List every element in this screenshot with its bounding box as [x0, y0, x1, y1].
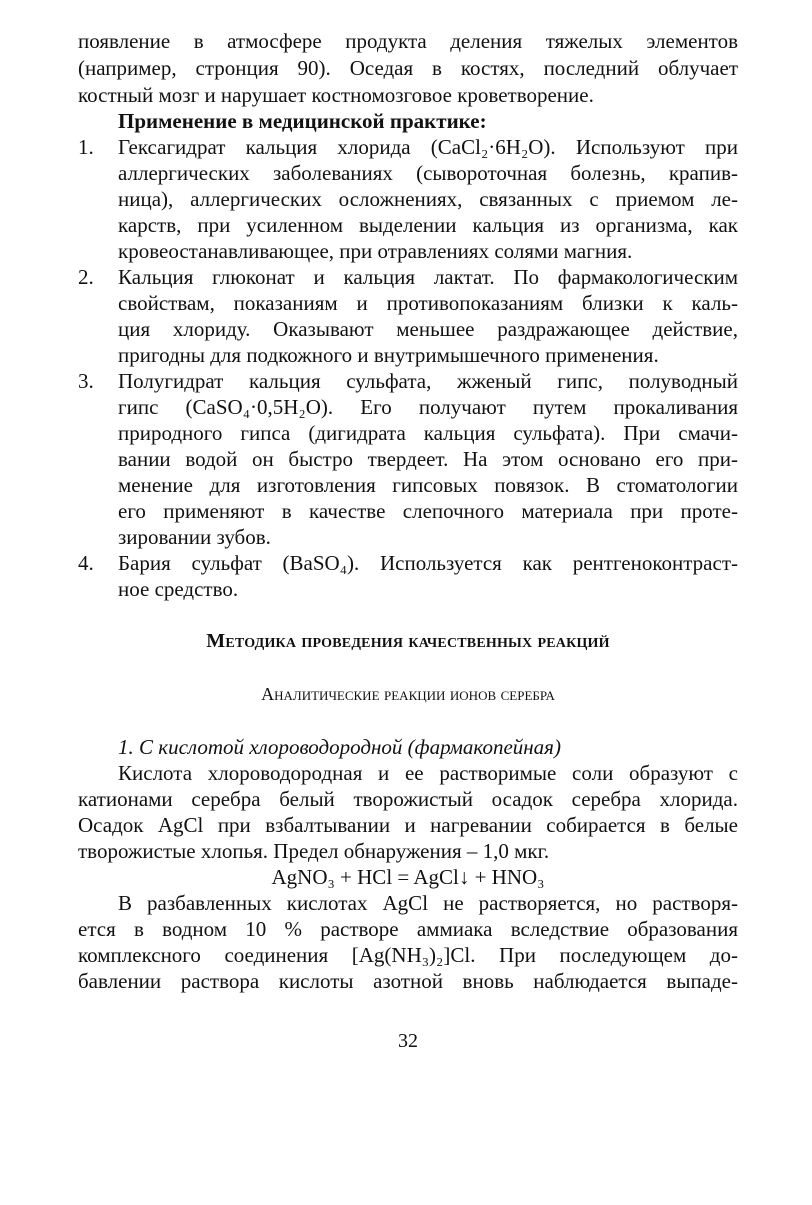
- list-item-line: гипс (CaSO₄·0,5H₂O). Его получают путем прокаливания: [118, 395, 738, 419]
- list-item-line: менение для изготовления гипсовых повязок. В стоматологии: [118, 473, 738, 497]
- list-item-line: ница), аллергических осложнениях, связанных с приемом ле-: [118, 187, 738, 211]
- list-item-line: Кальция глюконат и кальция лактат. По фармакологическим: [118, 265, 738, 289]
- list-number: 1.: [78, 135, 94, 159]
- paragraph-line: В разбавленных кислотах AgCl не растворяется, но растворя-: [118, 891, 738, 915]
- paragraph-line: творожистые хлопья. Предел обнаружения – 1,0 мкг.: [78, 839, 550, 863]
- list-item-line: ция хлориду. Оказывают меньшее раздражающее действие,: [118, 317, 738, 341]
- list-number: 4.: [78, 551, 94, 575]
- list-item-line: кровеостанавливающее, при отравлениях солями магния.: [118, 239, 633, 263]
- list-item-line: аллергических заболеваниях (сывороточная болезнь, крапив-: [118, 161, 738, 185]
- list-item-line: Полугидрат кальция сульфата, жженый гипс, полуводный: [118, 369, 738, 393]
- list-item-line: вании водой он быстро твердеет. На этом основано его при-: [118, 447, 738, 471]
- medical-heading: Применение в медицинской практике:: [118, 109, 487, 133]
- list-item-line: его применяют в качестве слепочного материала при проте-: [118, 499, 738, 523]
- list-item-line: Гексагидрат кальция хлорида (CaCl₂·6H₂O). Используют при: [118, 135, 738, 159]
- paragraph-line: Кислота хлороводородная и ее растворимые соли образуют с: [118, 761, 738, 785]
- list-item-line: природного гипса (дигидрата кальция сульфата). При смачи-: [118, 421, 738, 445]
- list-item-line: ное средство.: [118, 577, 239, 601]
- list-item-line: свойствам, показаниям и противопоказаниям близки к каль-: [118, 291, 738, 315]
- list-item-line: пригодны для подкожного и внутримышечного применения.: [118, 343, 659, 367]
- list-number: 3.: [78, 369, 94, 393]
- subsection-title: Аналитические реакции ионов серебра: [261, 684, 555, 704]
- reaction-title: 1. С кислотой хлороводородной (фармакопейная): [118, 735, 561, 759]
- paragraph-line: комплексного соединения [Ag(NH₃)₂]Cl. При последующем до-: [78, 943, 738, 967]
- paragraph-line: (например, стронция 90). Оседая в костях, последний облучает: [78, 56, 738, 80]
- paragraph-line: появление в атмосфере продукта деления тяжелых элементов: [78, 29, 738, 53]
- list-item-line: Бария сульфат (BaSO₄). Используется как рентгеноконтраст-: [118, 551, 738, 575]
- section-title: Методика проведения качественных реакций: [206, 630, 610, 652]
- paragraph-line: ется в водном 10 % растворе аммиака вследствие образования: [78, 917, 738, 941]
- paragraph-line: Осадок AgCl при взбалтывании и нагревании собирается в белые: [78, 813, 738, 837]
- list-item-line: карств, при усиленном выделении кальция из организма, как: [118, 213, 738, 237]
- list-number: 2.: [78, 265, 94, 289]
- paragraph-line: бавлении раствора кислоты азотной вновь наблюдается выпаде-: [78, 969, 738, 993]
- page-number: 32: [398, 1030, 418, 1052]
- paragraph-line: катионами серебра белый творожистый осадок серебра хлорида.: [78, 787, 738, 811]
- list-item-line: зировании зубов.: [118, 525, 271, 549]
- paragraph-line: костный мозг и нарушает костномозговое кроветворение.: [78, 83, 594, 107]
- chemical-equation: AgNO₃ + HCl = AgCl↓ + HNO₃: [271, 865, 545, 889]
